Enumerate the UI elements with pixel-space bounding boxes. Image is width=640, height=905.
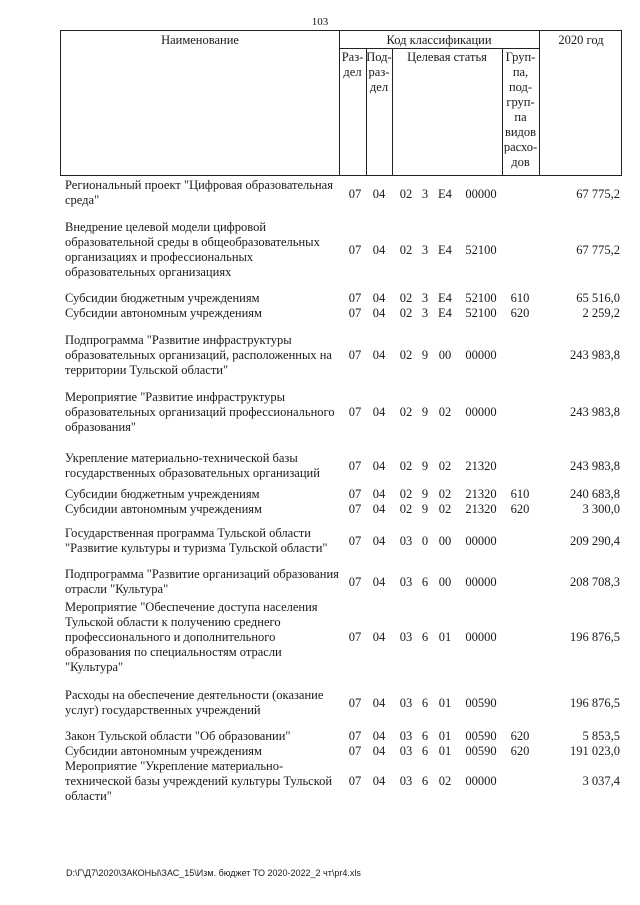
code-pr: 04 (372, 696, 386, 710)
code-pr: 04 (372, 534, 386, 548)
code-a: 02 (399, 348, 413, 362)
code-pr: 04 (372, 630, 386, 644)
row-amount: 243 983,8 (570, 459, 620, 473)
code-c: E4 (438, 291, 452, 305)
table-row (0, 333, 640, 378)
code-c: 01 (438, 744, 452, 758)
code-d: 52100 (465, 291, 497, 305)
code-r: 07 (348, 744, 362, 758)
code-b: 3 (421, 291, 429, 305)
code-d: 00000 (465, 630, 497, 644)
code-d: 52100 (465, 306, 497, 320)
code-r: 07 (348, 306, 362, 320)
code-b: 9 (421, 487, 429, 501)
table-row (0, 526, 640, 556)
row-name: Укрепление материально-технической базы государственных образовательных организаций (65, 451, 320, 480)
row-name: Подпрограмма "Развитие организаций образования отрасли "Культура" (65, 567, 339, 596)
code-c: 02 (438, 487, 452, 501)
row-amount: 243 983,8 (570, 405, 620, 419)
code-r: 07 (348, 534, 362, 548)
row-amount: 240 683,8 (570, 487, 620, 501)
code-d: 00590 (465, 729, 497, 743)
code-a: 03 (399, 696, 413, 710)
code-a: 03 (399, 534, 413, 548)
header-podrazdel: Под- раз- дел (366, 50, 392, 94)
row-amount: 196 876,5 (570, 630, 620, 644)
table-row (0, 567, 640, 597)
code-d: 00000 (465, 774, 497, 788)
code-c: 01 (438, 696, 452, 710)
row-name: Мероприятие "Укрепление материально-технической базы учреждений культуры Тульской области" (65, 759, 333, 803)
header-code-group: Код классификации (386, 33, 492, 47)
code-pr: 04 (372, 187, 386, 201)
code-a: 03 (399, 744, 413, 758)
code-d: 21320 (465, 502, 497, 516)
code-b: 0 (421, 534, 429, 548)
code-c: 02 (438, 502, 452, 516)
code-pr: 04 (372, 348, 386, 362)
code-d: 00000 (465, 187, 497, 201)
code-b: 6 (421, 744, 429, 758)
code-d: 00590 (465, 744, 497, 758)
code-a: 03 (399, 729, 413, 743)
code-pr: 04 (372, 744, 386, 758)
code-a: 02 (399, 502, 413, 516)
table-row (0, 600, 640, 675)
code-pr: 04 (372, 405, 386, 419)
code-b: 9 (421, 502, 429, 516)
header-year: 2020 год (558, 33, 604, 47)
row-name: Государственная программа Тульской области "Развитие культуры и туризма Тульской области" (65, 526, 328, 555)
row-amount: 196 876,5 (570, 696, 620, 710)
code-c: 01 (438, 729, 452, 743)
code-pr: 04 (372, 774, 386, 788)
row-amount: 67 775,2 (576, 187, 620, 201)
header-group: Груп- па, под- груп- па видов расхо- дов (503, 50, 538, 169)
code-r: 07 (348, 291, 362, 305)
table-row (0, 744, 640, 759)
row-name: Субсидии автономным учреждениям (65, 744, 262, 758)
code-r: 07 (348, 405, 362, 419)
code-c: 00 (438, 575, 452, 589)
header-razdel: Раз- дел (341, 50, 364, 79)
row-name: Закон Тульской области "Об образовании" (65, 729, 291, 743)
code-r: 07 (348, 696, 362, 710)
code-a: 02 (399, 487, 413, 501)
row-name: Расходы на обеспечение деятельности (оказание услуг) государственных учреждений (65, 688, 324, 717)
page-number: 103 (311, 16, 329, 28)
code-r: 07 (348, 348, 362, 362)
code-r: 07 (348, 774, 362, 788)
table-row (0, 759, 640, 804)
table-row (0, 688, 640, 718)
code-d: 00000 (465, 575, 497, 589)
row-name: Внедрение целевой модели цифровой образовательной среды в общеобразовательных организациях и профессиональных образовательных организациях (65, 220, 320, 279)
code-a: 02 (399, 291, 413, 305)
code-pr: 04 (372, 729, 386, 743)
code-r: 07 (348, 243, 362, 257)
row-name: Субсидии автономным учреждениям (65, 306, 262, 320)
row-name: Субсидии бюджетным учреждениям (65, 487, 260, 501)
code-b: 3 (421, 306, 429, 320)
code-c: E4 (438, 243, 452, 257)
code-a: 03 (399, 630, 413, 644)
table-row (0, 306, 640, 321)
code-r: 07 (348, 502, 362, 516)
row-name: Субсидии бюджетным учреждениям (65, 291, 260, 305)
row-amount: 209 290,4 (570, 534, 620, 548)
code-pr: 04 (372, 243, 386, 257)
code-c: 02 (438, 405, 452, 419)
code-a: 02 (399, 243, 413, 257)
code-a: 03 (399, 774, 413, 788)
code-b: 6 (421, 696, 429, 710)
table-row (0, 451, 640, 481)
code-pr: 04 (372, 502, 386, 516)
code-b: 6 (421, 630, 429, 644)
row-amount: 208 708,3 (570, 575, 620, 589)
row-amount: 191 023,0 (570, 744, 620, 758)
code-c: 02 (438, 459, 452, 473)
code-a: 02 (399, 459, 413, 473)
row-name: Мероприятие "Обеспечение доступа населения Тульской области к получению среднего профессионального и дополнительного образования по специальностям отрасли "Культура" (65, 600, 318, 674)
code-b: 6 (421, 729, 429, 743)
table-row (0, 220, 640, 280)
code-vr: 610 (510, 487, 530, 501)
row-name: Мероприятие "Развитие инфраструктуры образовательных организаций профессионального образования" (65, 390, 335, 434)
code-b: 3 (421, 243, 429, 257)
code-c: 02 (438, 774, 452, 788)
code-vr: 620 (510, 744, 530, 758)
code-pr: 04 (372, 306, 386, 320)
code-d: 00590 (465, 696, 497, 710)
row-name: Подпрограмма "Развитие инфраструктуры образовательных организаций, расположенных на территории Тульской области" (65, 333, 332, 377)
row-name: Субсидии автономным учреждениям (65, 502, 262, 516)
code-r: 07 (348, 630, 362, 644)
table-header (60, 30, 622, 176)
table-row (0, 178, 640, 210)
code-b: 9 (421, 459, 429, 473)
header-name: Наименование (161, 33, 239, 47)
row-amount: 243 983,8 (570, 348, 620, 362)
code-vr: 620 (510, 729, 530, 743)
code-a: 02 (399, 187, 413, 201)
code-d: 52100 (465, 243, 497, 257)
table-row (0, 291, 640, 306)
row-amount: 67 775,2 (576, 243, 620, 257)
code-r: 07 (348, 575, 362, 589)
code-d: 00000 (465, 348, 497, 362)
code-vr: 620 (510, 306, 530, 320)
row-name: Региональный проект "Цифровая образовательная среда" (65, 178, 333, 207)
row-amount: 2 259,2 (582, 306, 620, 320)
code-b: 9 (421, 348, 429, 362)
code-pr: 04 (372, 459, 386, 473)
code-a: 02 (399, 405, 413, 419)
table-row (0, 502, 640, 517)
code-c: 00 (438, 534, 452, 548)
code-vr: 620 (510, 502, 530, 516)
code-r: 07 (348, 459, 362, 473)
code-a: 03 (399, 575, 413, 589)
code-b: 3 (421, 187, 429, 201)
code-c: E4 (438, 187, 452, 201)
row-amount: 65 516,0 (576, 291, 620, 305)
code-r: 07 (348, 487, 362, 501)
code-pr: 04 (372, 575, 386, 589)
row-amount: 3 037,4 (582, 774, 620, 788)
code-c: E4 (438, 306, 452, 320)
code-b: 6 (421, 575, 429, 589)
header-target: Целевая статья (407, 50, 487, 64)
row-amount: 5 853,5 (582, 729, 620, 743)
code-d: 00000 (465, 405, 497, 419)
file-path-footer: D:\Г\Д7\2020\ЗАКОНЫ\ЗАС_15\Изм. бюджет ТО 2020-2022_2 чт\pr4.xls (66, 868, 361, 878)
code-a: 02 (399, 306, 413, 320)
code-vr: 610 (510, 291, 530, 305)
row-amount: 3 300,0 (582, 502, 620, 516)
code-b: 6 (421, 774, 429, 788)
code-b: 9 (421, 405, 429, 419)
code-c: 01 (438, 630, 452, 644)
code-r: 07 (348, 729, 362, 743)
code-d: 00000 (465, 534, 497, 548)
code-pr: 04 (372, 487, 386, 501)
code-r: 07 (348, 187, 362, 201)
code-d: 21320 (465, 487, 497, 501)
code-c: 00 (438, 348, 452, 362)
table-row (0, 729, 640, 744)
table-row (0, 390, 640, 435)
table-row (0, 487, 640, 502)
code-d: 21320 (465, 459, 497, 473)
code-pr: 04 (372, 291, 386, 305)
